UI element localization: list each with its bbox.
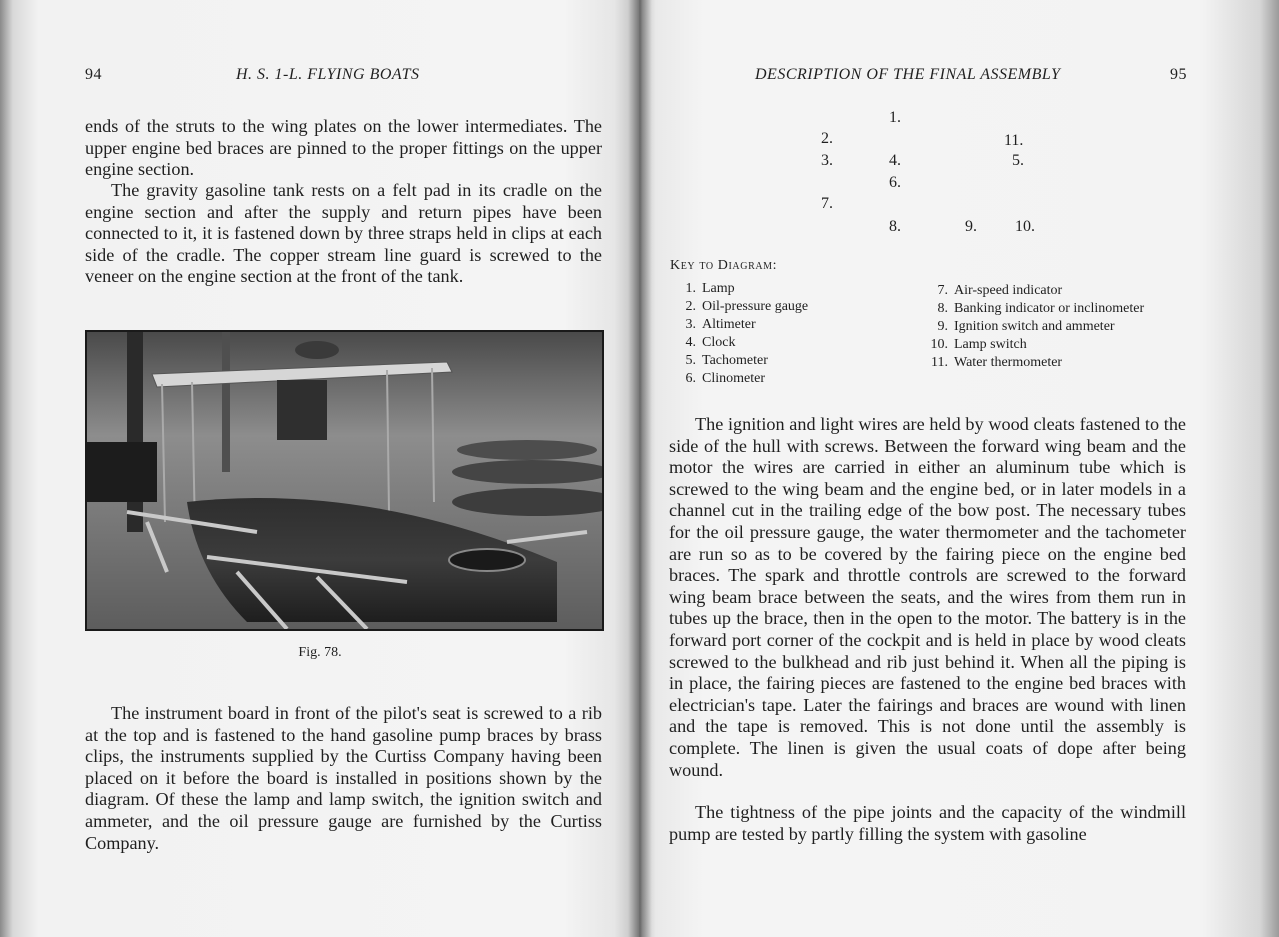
- right-running-title: [755, 66, 1060, 84]
- key-item-number: 2.: [685, 299, 696, 314]
- book-gutter: [628, 0, 652, 937]
- diagram-number-2: 2.: [821, 130, 833, 147]
- key-item-label: Air-speed indicator: [954, 283, 1063, 298]
- key-item: [670, 298, 808, 316]
- left-paragraph-1: ends of the struts to the wing plates on the lower intermediates. The upper engine bed braces are pinned to the proper fittings on the upper engine section.: [85, 116, 602, 180]
- diagram-number-3: 3.: [821, 152, 833, 169]
- key-item: [670, 370, 765, 388]
- figure-photo-flying-boat-assembly: [85, 330, 604, 631]
- key-item-label: Banking indicator or inclinometer: [954, 301, 1145, 316]
- key-item-number: 7.: [937, 283, 948, 298]
- key-item-number: 9.: [937, 319, 948, 334]
- diagram-number-5: 5.: [1012, 152, 1024, 169]
- left-paragraph-3: The instrument board in front of the pilot's seat is screwed to a rib at the top and is fastened to the hand gasoline pump braces by brass clips, the instruments supplied by the Curtiss Company having been placed on it before the board is installed in positions shown by the diagram. Of these the lamp and lamp switch, the ignition switch and ammeter, and the oil pressure gauge are furnished by the Curtiss Company.: [85, 703, 602, 853]
- key-item: [918, 318, 1115, 336]
- diagram-number-8: 8.: [889, 218, 901, 235]
- key-item-number: 10.: [930, 337, 948, 352]
- right-page-number: 95: [1170, 66, 1187, 83]
- diagram-number-10: 10.: [1015, 218, 1035, 235]
- key-item-number: 3.: [685, 317, 696, 332]
- key-item: [670, 316, 756, 334]
- key-item-number: 5.: [685, 353, 696, 368]
- key-item-label: Ignition switch and ammeter: [954, 319, 1115, 334]
- key-item-label: Clock: [702, 335, 736, 350]
- right-running-title-text: DESCRIPTION OF THE FINAL ASSEMBLY: [755, 66, 1061, 83]
- left-paragraph-2: The gravity gasoline tank rests on a felt pad in its cradle on the engine section and after the supply and return pipes have been connected to it, it is fastened down by three straps held in clips at each side of the cradle. The copper stream line guard is screwed to the veneer on the engine section at the front of the tank.: [85, 180, 602, 287]
- diagram-number-6: 6.: [889, 174, 901, 191]
- key-item-label: Lamp: [702, 281, 735, 296]
- key-item-label: Lamp switch: [954, 337, 1027, 352]
- key-item: [918, 300, 1144, 318]
- key-item-number: 8.: [937, 301, 948, 316]
- right-paragraph-1: The ignition and light wires are held by wood cleats fastened to the side of the hull with screws. Between the forward wing beam and the motor the wires are carried in either an aluminum tube which is screwed to the wing beam and the engine bed, or in later models in a channel cut in the trailing edge of the bow post. The necessary tubes for the oil pressure gauge, the water thermometer and the tachometer are run so as to be covered by the fairing piece on the engine bed braces. The spark and throttle controls are screwed to the forward wing beam brace between the seats, and the wires from them run in tubes up the brace, then in the open to the motor. The battery is in the forward port corner of the cockpit and is held in place by wood cleats screwed to the bulkhead and rib just behind it. When all the piping is in place, the fairing pieces are fastened to the engine bed braces with electrician's tape. Later the fairings and braces are wound with linen and the tape is removed. This is not done until the assembly is complete. The linen is given the usual coats of dope after being wound.: [669, 414, 1186, 780]
- key-item-label: Oil-pressure gauge: [702, 299, 809, 314]
- key-item-label: Water thermometer: [954, 355, 1063, 370]
- diagram-number-9: 9.: [965, 218, 977, 235]
- key-item: [670, 334, 735, 352]
- photo-illustration: [87, 332, 602, 629]
- diagram-number-7: 7.: [821, 195, 833, 212]
- left-page-number: 94: [85, 66, 102, 83]
- key-item: [918, 336, 1027, 354]
- key-item: [670, 352, 768, 370]
- diagram-number-11: 11.: [1004, 132, 1024, 149]
- key-item-label: Clinometer: [702, 371, 765, 386]
- key-item-label: Altimeter: [702, 317, 756, 332]
- diagram-number-1: 1.: [889, 109, 901, 126]
- key-item: [670, 280, 735, 298]
- right-paragraph-2: The tightness of the pipe joints and the capacity of the windmill pump are tested by partly filling the system with gasoline: [669, 802, 1186, 844]
- key-item: [918, 282, 1062, 300]
- diagram-number-4: 4.: [889, 152, 901, 169]
- key-item: [918, 354, 1062, 372]
- key-item-number: 6.: [685, 371, 696, 386]
- left-running-title-text: H. S. 1-L. FLYING BOATS: [236, 66, 420, 83]
- key-item-number: 4.: [685, 335, 696, 350]
- key-item-number: 1.: [685, 281, 696, 296]
- key-item-label: Tachometer: [702, 353, 768, 368]
- left-running-title: [236, 66, 420, 84]
- figure-caption: Fig. 78.: [298, 645, 342, 660]
- key-to-diagram-title: Key to Diagram:: [670, 258, 778, 273]
- key-item-number: 11.: [931, 355, 948, 370]
